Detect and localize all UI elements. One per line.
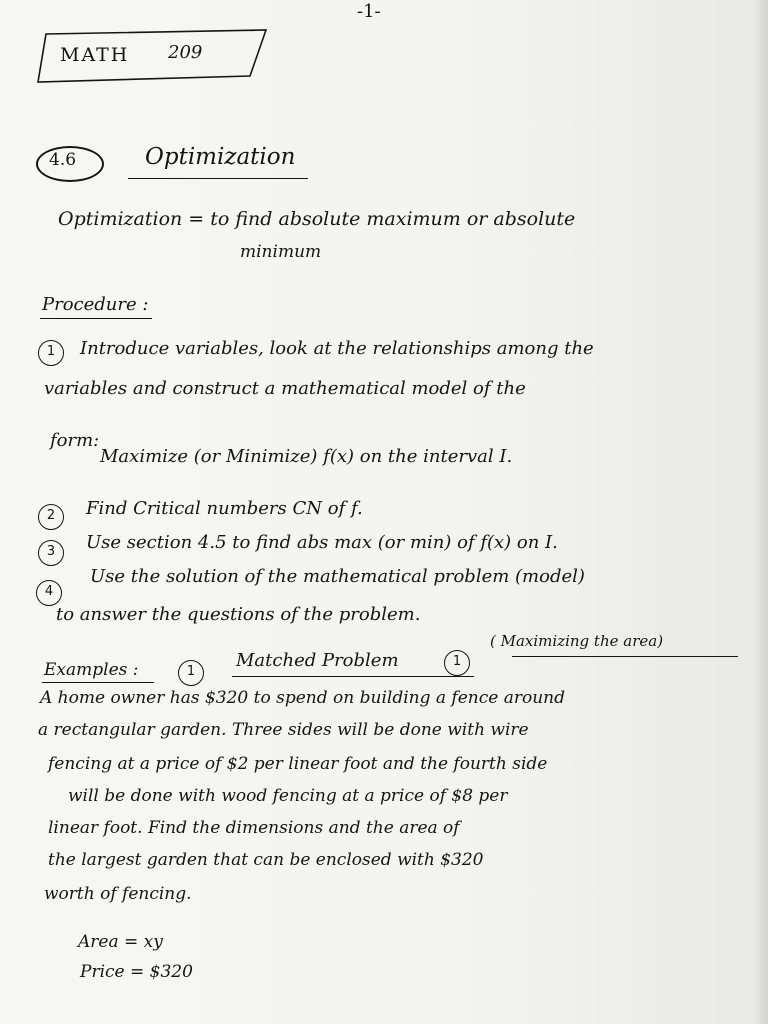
examples-label: Examples :: [44, 660, 139, 680]
step-2-marker: [38, 504, 64, 530]
page-edge-shadow: [754, 0, 768, 1024]
procedure-step-1-line-3: form:: [50, 430, 100, 451]
procedure-step-1-line-4: Maximize (or Minimize) f(x) on the interval I.: [100, 446, 513, 467]
course-number: 209: [168, 42, 203, 63]
section-title: Optimization: [145, 144, 296, 170]
example-text-line-7: worth of fencing.: [44, 884, 192, 904]
step-3-number: 3: [46, 544, 56, 559]
procedure-step-1-line-1: Introduce variables, look at the relationships among the: [80, 338, 594, 359]
procedure-step-2: Find Critical numbers CN of f.: [86, 498, 363, 519]
examples-underline: [42, 682, 154, 683]
step-2-number: 2: [46, 508, 56, 523]
course-name: MATH: [60, 44, 130, 66]
example-note-underline: [512, 656, 738, 657]
step-1-marker: [38, 340, 64, 366]
example-text-line-6: the largest garden that can be enclosed with $320: [48, 850, 484, 870]
procedure-step-3: Use section 4.5 to find abs max (or min) of f(x) on I.: [86, 532, 558, 553]
example-text-line-4: will be done with wood fencing at a price of $8 per: [68, 786, 508, 806]
example-text-line-5: linear foot. Find the dimensions and the area of: [48, 818, 460, 838]
step-4-number: 4: [44, 584, 54, 599]
section-title-underline: [128, 178, 308, 179]
area-equation: Area = xy: [78, 932, 163, 952]
example-text-line-1: A home owner has $320 to spend on building a fence around: [40, 688, 565, 708]
step-1-number: 1: [46, 344, 56, 359]
procedure-step-1-line-2: variables and construct a mathematical model of the: [44, 378, 526, 399]
example-1-marker: [178, 660, 204, 686]
procedure-underline: [40, 318, 152, 319]
example-1-number: 1: [186, 664, 196, 679]
procedure-step-4-line-1: Use the solution of the mathematical problem (model): [90, 566, 585, 587]
step-3-marker: [38, 540, 64, 566]
matched-problem-marker: [444, 650, 470, 676]
matched-problem-underline: [232, 676, 474, 677]
example-text-line-3: fencing at a price of $2 per linear foot and the fourth side: [48, 754, 548, 774]
procedure-heading: Procedure :: [42, 294, 149, 315]
example-note: ( Maximizing the area): [490, 632, 664, 650]
section-number: 4.6: [49, 150, 77, 170]
example-text-line-2: a rectangular garden. Three sides will be done with wire: [38, 720, 529, 740]
page-number: -1-: [357, 1, 381, 22]
procedure-step-4-line-2: to answer the questions of the problem.: [56, 604, 421, 625]
price-equation: Price = $320: [80, 962, 193, 982]
matched-problem-label: Matched Problem: [236, 650, 399, 671]
definition-line-2: minimum: [240, 242, 322, 262]
step-4-marker: [36, 580, 62, 606]
definition-line-1: Optimization = to find absolute maximum or absolute: [58, 208, 576, 230]
matched-problem-number: 1: [452, 654, 462, 669]
